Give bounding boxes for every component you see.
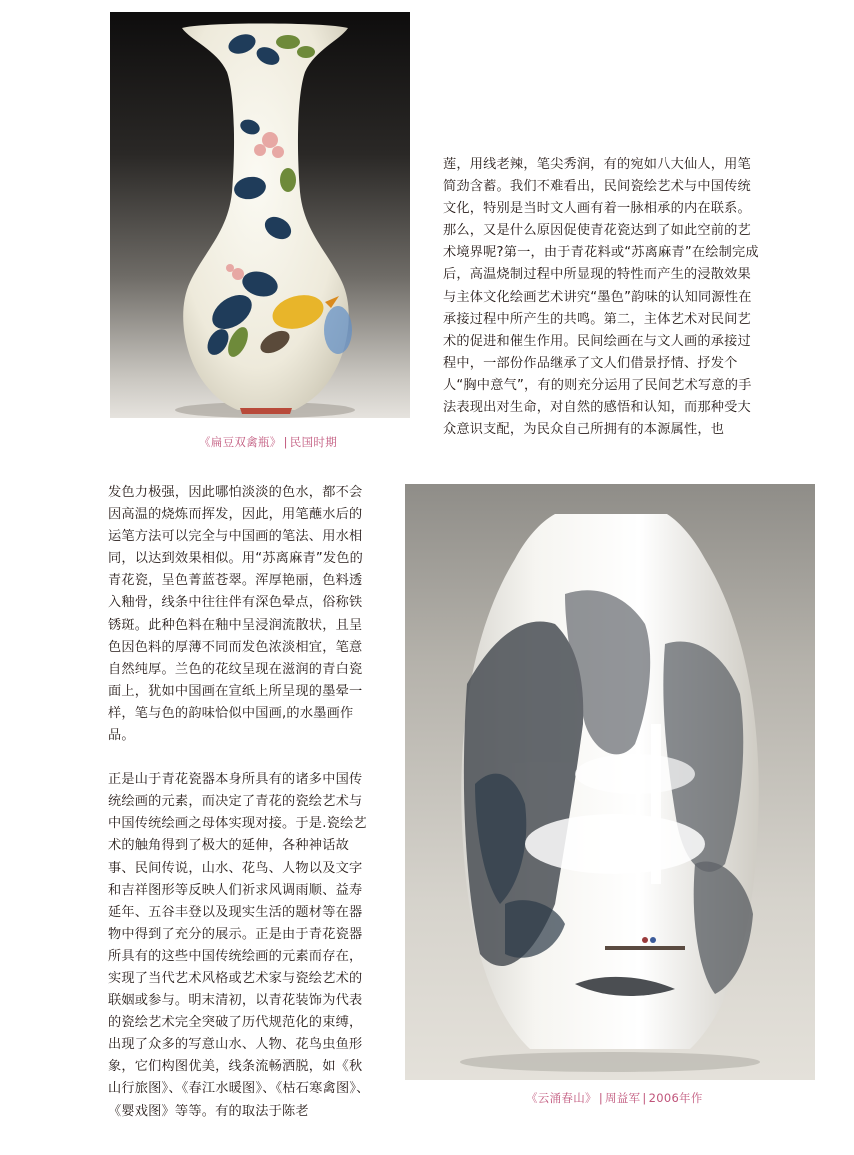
vase-photo-bean-birds	[110, 12, 410, 418]
vase1-caption	[199, 434, 337, 450]
paragraph-left-1: 发色力极强，因此哪怕淡淡的色水，都不会因高温的烧炼而挥发，因此，用笔蘸水后的运笔方法可以完全与中国画的笔法、用水相同，以达到效果相似。用“苏离麻青”发色的青花瓷，呈色菁蓝苍翠。浑厚艳丽，色料透入釉骨，线条中往往伴有深色晕点，俗称铁锈斑。此种色料在釉中呈浸润流散状，且呈色因色料的厚薄不同而发色浓淡相宜，笔意自然纯厚。兰色的花纹呈现在滋润的青白瓷面上，犹如中国画在宣纸上所呈现的墨晕一样，笔与色的韵味恰似中国画,的水墨画作品。	[108, 485, 364, 744]
caption-separator: |	[283, 435, 288, 449]
vase-photo-cloud-spring-mountain	[405, 484, 815, 1080]
caption-separator: |	[598, 1091, 603, 1105]
vase2-caption-author: 周益军	[605, 1091, 641, 1105]
vase1-caption-title: 《扁豆双禽瓶》	[199, 435, 282, 449]
paragraph-right: 莲，用线老辣，笔尖秀润，有的宛如八大仙人，用笔简劲含蓄。我们不难看出，民间瓷绘艺术与中国传统文化，特别是当时文人画有着一脉相承的内在联系。那么，又是什么原因促使青花瓷达到了如此空前的艺术境界呢?第一，由于青花料或“苏离麻青”在绘制完成后，高温烧制过程中所显现的特性而产生的浸散效果与主体文化绘画艺术讲究“墨色”韵味的认知同源性在承接过程中所产生的共鸣。第二，主体艺术对民间艺术的促进和催生作用。民间绘画在与文人画的承接过程中，一部份作品继承了文人们借景抒情、抒发个人“胸中意气”，有的则充分运用了民间艺术写意的手法表现出对生命，对自然的感悟和认知，而那种受大众意识支配，为民众自己所拥有的本源属性，也	[443, 157, 759, 438]
article-text-right-column	[443, 154, 760, 441]
article-text-left-column	[108, 482, 370, 1123]
vase2-caption-title: 《云涌春山》	[526, 1091, 597, 1105]
caption-separator: |	[642, 1091, 647, 1105]
vase2-caption-year: 2006年作	[648, 1091, 703, 1105]
vase2-caption	[526, 1090, 703, 1106]
paragraph-left-2: 正是山于青花瓷器本身所具有的诸多中国传统绘画的元素，而决定了青花的瓷绘艺术与中国传统绘画之母体实现对接。于是.瓷绘艺术的触角得到了极大的延伸，各种神话故事、民间传说，山水、花鸟、人物以及文字和吉祥图形等反映人们祈求风调雨顺、益寿延年、五谷丰登以及现实生活的题材等在器物中得到了充分的展示。正是由于青花瓷器所具有的这些中国传统绘画的元素而存在，实现了当代艺术风格或艺术家与瓷绘艺术的联姻或参与。明末清初，以青花装饰为代表的瓷绘艺术完全突破了历代规范化的束缚，出现了众多的写意山水、人物、花鸟虫鱼形象，它们构图优美，线条流畅洒脱，如《秋山行旅图》、《春江水暖图》、《枯石寒禽图》、《婴戏图》等等。有的取法于陈老	[108, 772, 370, 1119]
vase1-caption-period: 民国时期	[289, 435, 337, 449]
